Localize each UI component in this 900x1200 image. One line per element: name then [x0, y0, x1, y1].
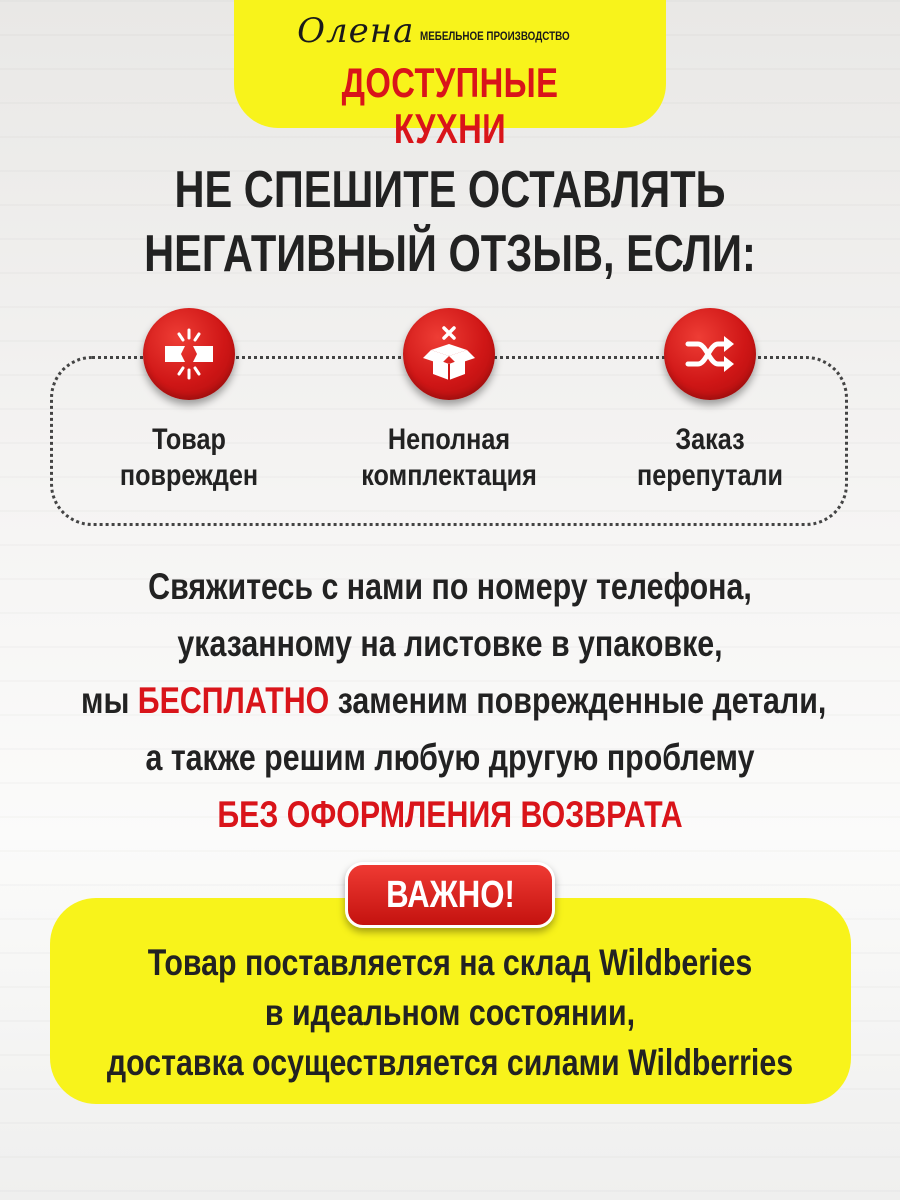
no-return-highlight: БЕЗ ОФОРМЛЕНИЯ ВОЗВРАТА [217, 794, 683, 835]
issue-incomplete-line-2: комплектация [361, 459, 537, 492]
issue-damaged [59, 308, 319, 494]
notice-line-3: доставка осуществляется силами Wildberries [106, 1042, 794, 1083]
contact-message [0, 558, 900, 843]
issue-incomplete [319, 308, 579, 494]
notice-line-1: Товар поставляется на склад Wildberies [147, 942, 753, 983]
notice-text [0, 938, 900, 1088]
issue-mixed-up-label [580, 422, 840, 494]
brand-top-row [234, 11, 666, 51]
message-line-3-prefix: мы [81, 680, 138, 721]
message-line-3 [81, 672, 827, 729]
message-line-3-suffix: заменим поврежденные детали, [329, 680, 827, 721]
issue-damaged-label [59, 422, 319, 494]
issue-incomplete-label [319, 422, 579, 494]
issue-mixed-up-line-1: Заказ [675, 423, 745, 456]
open-box-icon [403, 308, 495, 400]
brand-logo-script: Олена [297, 11, 415, 51]
page-headline [0, 158, 900, 286]
important-badge [345, 862, 555, 928]
broken-item-icon [143, 308, 235, 400]
headline-line-2: НЕГАТИВНЫЙ ОТЗЫВ, ЕСЛИ: [144, 225, 756, 283]
issue-incomplete-line-1: Неполная [387, 423, 511, 456]
brand-header [234, 0, 666, 152]
brand-title: ДОСТУПНЫЕ КУХНИ [341, 59, 559, 152]
issue-mixed-up-line-2: перепутали [636, 459, 784, 492]
message-line-4: а также решим любую другую проблему [145, 737, 755, 778]
message-line-2: указанному на листовке в упаковке, [177, 623, 723, 664]
important-badge-label: ВАЖНО! [385, 874, 515, 916]
free-highlight: БЕСПЛАТНО [137, 680, 330, 721]
brand-subtitle: МЕБЕЛЬНОЕ ПРОИЗВОДСТВО [420, 29, 571, 43]
issue-damaged-line-2: поврежден [119, 459, 259, 492]
notice-line-2: в идеальном состоянии, [264, 992, 636, 1033]
shuffle-arrows-icon [664, 308, 756, 400]
issue-mixed-up [580, 308, 840, 494]
headline-line-1: НЕ СПЕШИТЕ ОСТАВЛЯТЬ [174, 161, 726, 219]
message-line-1: Свяжитесь с нами по номеру телефона, [148, 566, 752, 607]
issue-damaged-line-1: Товар [152, 423, 226, 456]
